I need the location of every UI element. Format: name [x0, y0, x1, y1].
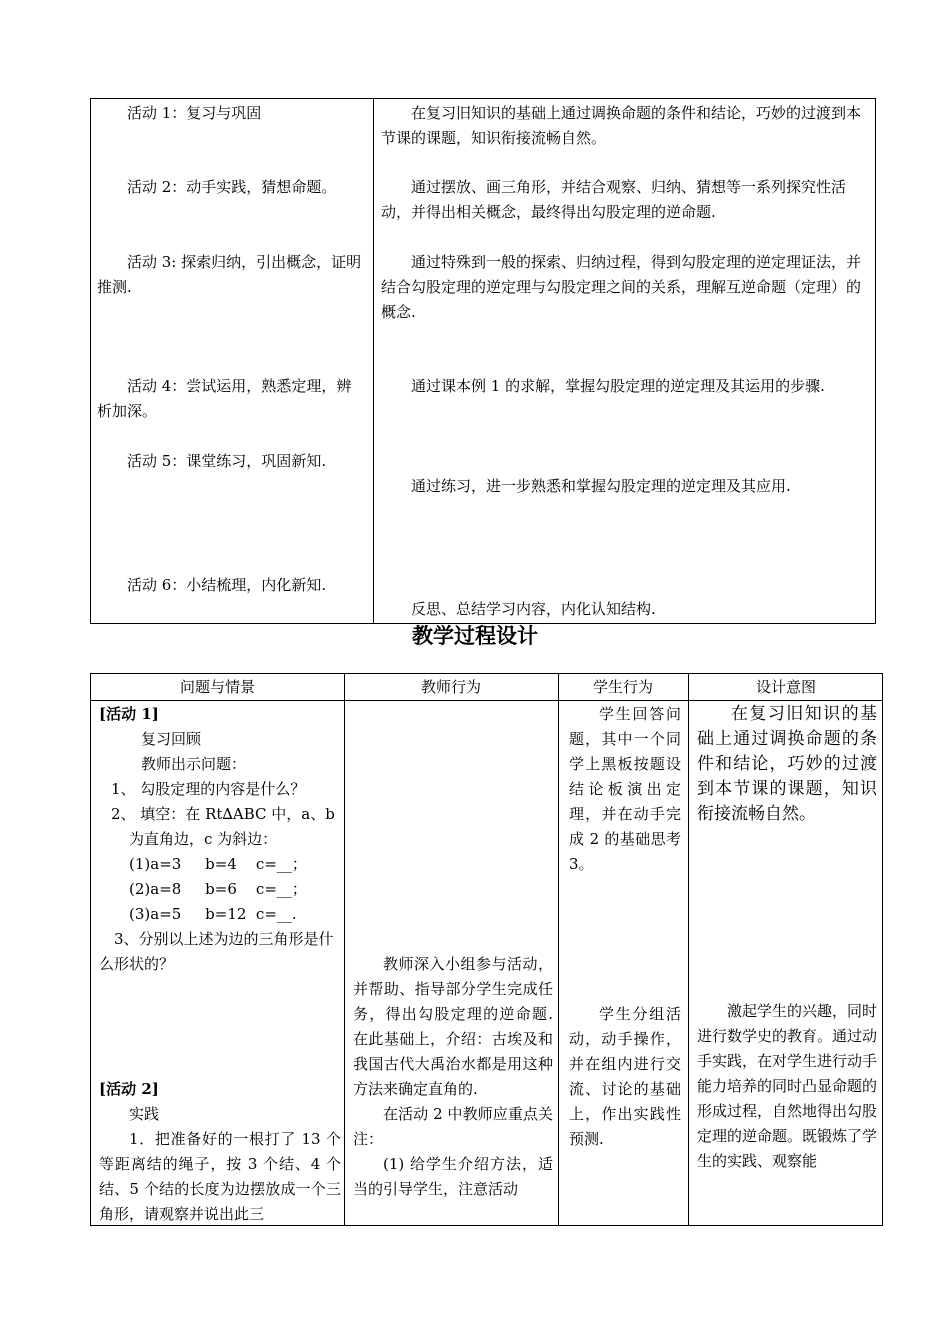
question-2: 2、 填空：在 Rt∆ABC 中，a、b — [111, 805, 335, 823]
intent-text-1: 在复习旧知识的基础上通过调换命题的条件和结论，巧妙的过渡到本节课的课题，知识衔接流畅自然。 — [697, 704, 877, 824]
column-divider — [688, 674, 689, 1225]
activity-1-purpose: 在复习旧知识的基础上通过调换命题的条件和结论，巧妙的过渡到本节课的课题，知识衔接流畅自然。 — [381, 104, 862, 147]
activity-summary-table — [90, 98, 876, 624]
intent-text-2: 激起学生的兴趣，同时进行数学史的教育。通过动手实践，在对学生进行动手能力培养的同时凸显命题的形成过程，自然地得出勾股定理的逆命题。既锻炼了学生的实践、观察能 — [697, 1002, 878, 1170]
teacher-text-1: 教师深入小组参与活动，并帮助、指导部分学生完成任务，得出勾股定理的逆命题. 在此基础上，介绍：古埃及和我国古代大禹治水都是用这种方法来确定直角的. — [353, 955, 553, 1098]
review-subtitle: 复习回顾 — [141, 730, 202, 748]
process-table — [90, 673, 883, 1226]
activity-3-purpose: 通过特殊到一般的探索、归纳过程，得到勾股定理的逆定理证法，并结合勾股定理的逆定理与勾股定理之间的关系，理解互逆命题（定理）的概念. — [381, 253, 862, 321]
section-title: 教学过程设计 — [412, 624, 538, 648]
activity-4-label: 活动 4：尝试运用，熟悉定理，辨析加深。 — [97, 377, 352, 420]
student-text-1: 学生回答问题，其中一个同学上黑板按题设结论板演出定理，并在动手完成 2 的基础思考 3。 — [569, 705, 681, 873]
activity-5-purpose: 通过练习，进一步熟悉和掌握勾股定理的逆定理及其应用. — [411, 477, 791, 495]
student-cell — [569, 702, 681, 1152]
intent-cell — [697, 702, 877, 1174]
header-divider — [91, 700, 882, 701]
header-situation: 问题与情景 — [179, 678, 255, 696]
fill-blank-1: (1)a=3 b=4 c=__； — [129, 855, 307, 873]
activity-5-label: 活动 5：课堂练习，巩固新知. — [127, 452, 327, 470]
question-3: 3、分别以上述为边的三角形是什么形状的？ — [99, 930, 334, 973]
activity-3-label: 活动 3: 探索归纳，引出概念，证明推测. — [97, 253, 362, 296]
teacher-intro: 教师出示问题： — [141, 755, 247, 773]
activity-2-heading: [活动 2] — [99, 1080, 159, 1098]
teacher-cell — [353, 702, 553, 1202]
practice-subtitle: 实践 — [129, 1105, 160, 1123]
teacher-text-2: 在活动 2 中教师应重点关注： — [353, 1105, 553, 1148]
activity-6-purpose: 反思、总结学习内容，内化认知结构. — [411, 600, 656, 618]
activity-4-purpose: 通过课本例 1 的求解，掌握勾股定理的逆定理及其运用的步骤. — [411, 377, 825, 395]
column-divider — [558, 674, 559, 1225]
student-text-2: 学生分组活动，动手操作，并在组内进行交流、讨论的基础上，作出实践性预测. — [569, 1005, 681, 1148]
fill-blank-2: (2)a=8 b=6 c=__； — [129, 880, 307, 898]
practice-text: 1．把准备好的一根打了 13 个等距离结的绳子，按 3 个结、4 个结、5 个结的长度为边摆放成一个三角形，请观察并说出此三 — [99, 1130, 341, 1223]
column-divider — [373, 99, 374, 623]
activity-2-label: 活动 2：动手实践，猜想命题。 — [127, 178, 337, 196]
header-teacher: 教师行为 — [420, 678, 481, 696]
question-2-cont: 为直角边，c 为斜边： — [129, 830, 278, 848]
fill-blank-3: (3)a=5 b=12 c=__. — [129, 905, 297, 923]
header-student: 学生行为 — [592, 678, 653, 696]
activity-6-label: 活动 6：小结梳理，内化新知. — [127, 576, 327, 594]
situation-cell — [99, 702, 341, 1227]
activity-2-purpose: 通过摆放、画三角形，并结合观察、归纳、猜想等一系列探究性活动，并得出相关概念，最终得出勾股定理的逆命题. — [381, 178, 847, 221]
header-intent: 设计意图 — [755, 678, 816, 696]
activity-1-label: 活动 1：复习与巩固 — [127, 104, 262, 122]
column-divider — [344, 674, 345, 1225]
activity-1-heading: [活动 1] — [99, 705, 159, 723]
teacher-text-3: (1) 给学生介绍方法，适当的引导学生，注意活动 — [353, 1155, 553, 1198]
question-1: 1、 勾股定理的内容是什么？ — [111, 780, 306, 798]
